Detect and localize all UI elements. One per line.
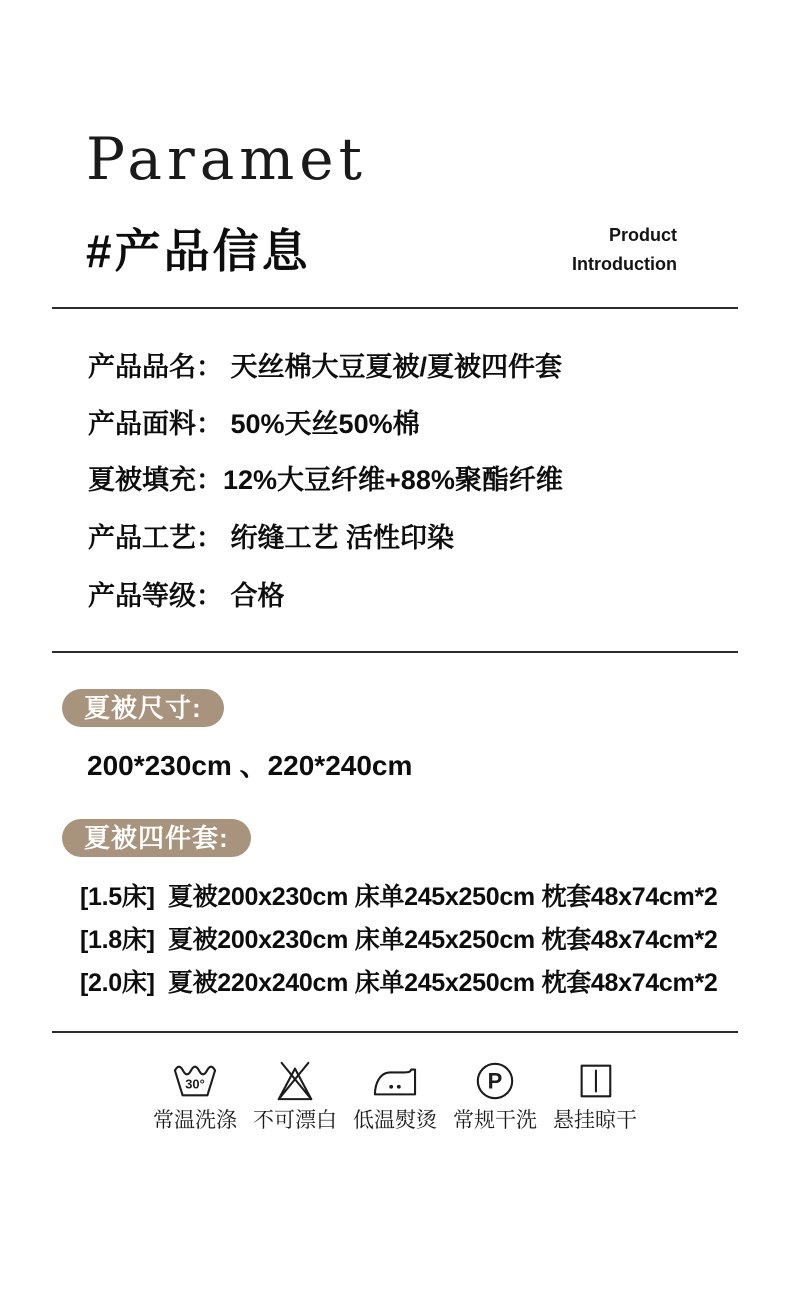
wash-30-icon bbox=[171, 1060, 219, 1102]
wash-temp-text: 30° bbox=[185, 1076, 205, 1092]
dry-clean-letter: P bbox=[487, 1068, 503, 1094]
quilt-size-badge: 夏被尺寸: bbox=[62, 689, 224, 727]
info-row-fabric bbox=[88, 409, 420, 439]
divider-bottom bbox=[52, 1031, 738, 1033]
care-item-label: 低温熨烫 bbox=[353, 1109, 437, 1132]
set-item-2-0: [2.0床] 夏被220x240cm 床单245x250cm 枕套48x74cm*2 bbox=[80, 969, 718, 997]
care-item-wash bbox=[153, 1060, 237, 1133]
divider-top bbox=[52, 307, 738, 309]
hang-dry-icon bbox=[571, 1060, 619, 1102]
set-item-1-5: [1.5床] 夏被200x230cm 床单245x250cm 枕套48x74cm*2 bbox=[80, 883, 718, 911]
care-instructions-row bbox=[0, 1060, 790, 1133]
care-item-label: 悬挂晾干 bbox=[553, 1109, 637, 1132]
dry-clean-p-icon bbox=[471, 1060, 519, 1102]
care-item-hang-dry bbox=[553, 1060, 637, 1133]
info-row-label: 产品等级： bbox=[88, 581, 231, 611]
info-row-product-name bbox=[88, 352, 562, 382]
care-item-no-bleach bbox=[253, 1060, 337, 1133]
no-bleach-icon bbox=[271, 1060, 319, 1102]
care-item-dry-clean bbox=[453, 1060, 537, 1133]
info-row-value: 12%大豆纤维+88%聚酯纤维 bbox=[223, 465, 563, 495]
info-row-craft bbox=[88, 523, 454, 553]
info-row-grade bbox=[88, 581, 285, 611]
info-row-value: 绗缝工艺 活性印染 bbox=[230, 523, 455, 553]
care-item-iron bbox=[353, 1060, 437, 1133]
info-row-label: 产品工艺： bbox=[88, 523, 231, 553]
care-item-label: 不可漂白 bbox=[253, 1109, 337, 1132]
info-row-label: 夏被填充： bbox=[88, 465, 223, 495]
section-subtitle-en bbox=[572, 221, 677, 279]
quilt-size-values: 200*230cm 、220*240cm bbox=[87, 750, 413, 781]
subtitle-line-2: Introduction bbox=[572, 254, 677, 274]
iron-low-icon bbox=[371, 1060, 419, 1102]
page-title: #产品信息 bbox=[86, 225, 311, 277]
info-row-value: 50%天丝50%棉 bbox=[230, 409, 420, 439]
brand-logo: Paramet bbox=[86, 125, 367, 193]
subtitle-line-1: Product bbox=[608, 225, 677, 245]
care-item-label: 常温洗涤 bbox=[153, 1109, 237, 1132]
info-row-label: 产品面料： bbox=[88, 409, 231, 439]
info-row-value: 天丝棉大豆夏被/夏被四件套 bbox=[230, 352, 563, 382]
set-item-1-8: [1.8床] 夏被200x230cm 床单245x250cm 枕套48x74cm*2 bbox=[80, 926, 718, 954]
care-item-label: 常规干洗 bbox=[453, 1109, 537, 1132]
info-row-filling bbox=[88, 465, 563, 495]
divider-middle bbox=[52, 651, 738, 653]
quilt-set-badge: 夏被四件套: bbox=[62, 819, 251, 857]
info-row-value: 合格 bbox=[230, 581, 285, 611]
info-row-label: 产品品名： bbox=[88, 352, 231, 382]
